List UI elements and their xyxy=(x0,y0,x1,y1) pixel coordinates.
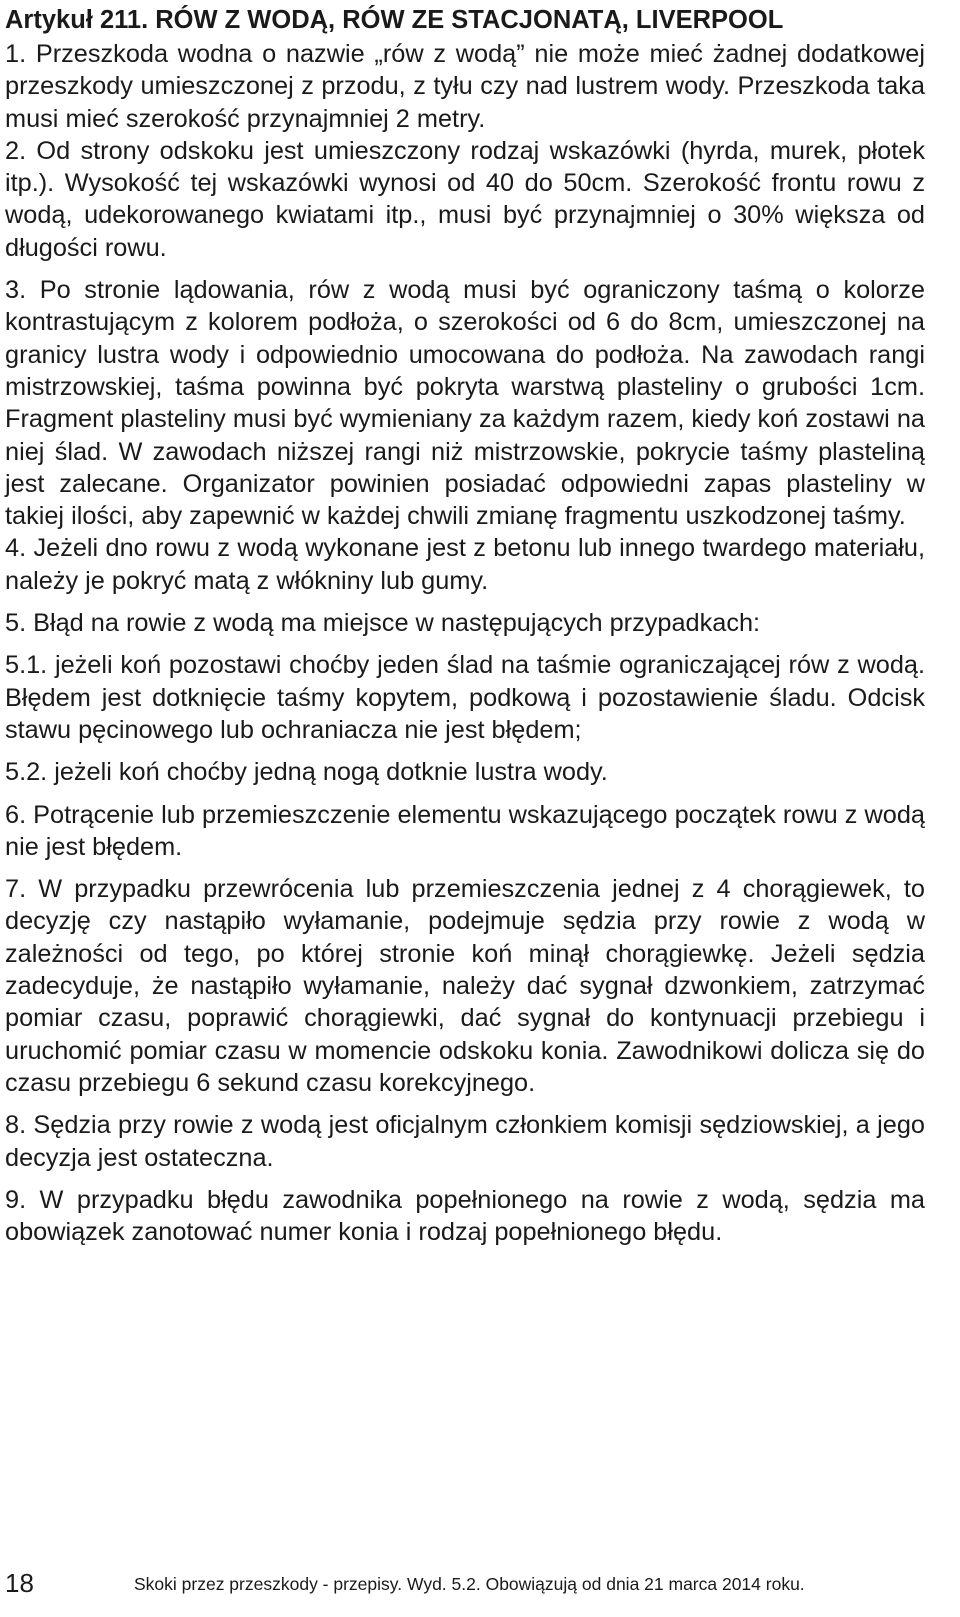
paragraph-2: 2. Od strony odskoku jest umieszczony rodzaj wskazówki (hyrda, murek, płotek itp.). Wysokość tej wskazówki wynosi od 40 do 50cm. Szerokość frontu rowu z wodą, udekorowanego kwiatami itp., musi być przynajmniej o 30% większa od długości rowu. xyxy=(5,136,925,262)
paragraph-7: 7. W przypadku przewrócenia lub przemieszczenia jednej z 4 chorągiewek, to decyzję czy nastąpiło wyłamanie, podejmuje sędzia przy rowie z wodą w zależności od tego, po której stronie koń minął chorągiewkę. Jeżeli sędzia zadecyduje, że nastąpiło wyłamanie, należy dać sygnał dzwonkiem, zatrzymać pomiar czasu, poprawić chorągiewki, dać sygnał do kontynuacji przebiegu i uruchomić pomiar czasu w momencie odskoku konia. Zawodnikowi dolicza się do czasu przebiegu 6 sekund czasu korekcyjnego. xyxy=(5,875,925,1097)
paragraph-3: 3. Po stronie lądowania, rów z wodą musi być ograniczony taśmą o kolorze kontrastującym z kolorem podłoża, o szerokości od 6 do 8cm, umieszczonej na granicy lustra wody i odpowiednio umocowana do podłoża. Na zawodach rangi mistrzowskiej, taśma powinna być pokryta warstwą plasteliny o grubości 1cm. Fragment plasteliny musi być wymieniany za każdym razem, kiedy koń zostawi na niej ślad. W zawodach niższej rangi niż mistrzowskie, pokrycie taśmy plasteliną jest zalecane. Organizator powinien posiadać odpowiedni zapas plasteliny w takiej ilości, aby zapewnić w każdej chwili zmianę fragmentu uszkodzonej taśmy. xyxy=(5,276,925,531)
paragraph-6: 6. Potrącenie lub przemieszczenie elementu wskazującego początek rowu z wodą nie jest błędem. xyxy=(5,800,925,861)
page-number: 18 xyxy=(5,1568,34,1598)
paragraph-9: 9. W przypadku błędu zawodnika popełnionego na rowie z wodą, sędzia ma obowiązek zanotować numer konia i rodzaj popełnionego błędu. xyxy=(5,1185,925,1247)
paragraph-4: 4. Jeżeli dno rowu z wodą wykonane jest z betonu lub innego twardego materiału, należy je pokryć matą z włókniny lub gumy. xyxy=(5,534,925,595)
article-title: Artykuł 211. RÓW Z WODĄ, RÓW ZE STACJONATĄ, LIVERPOOL xyxy=(5,6,784,34)
paragraph-5-1: 5.1. jeżeli koń pozostawi choćby jeden ślad na taśmie ograniczającej rów z wodą. Błędem jest dotknięcie taśmy kopytem, podkową i pozostawienie śladu. Odcisk stawu pęcinowego lub ochraniacza nie jest błędem; xyxy=(5,651,925,744)
article-body xyxy=(5,38,925,1248)
paragraph-5-2: 5.2. jeżeli koń choćby jedną nogą dotknie lustra wody. xyxy=(5,758,608,787)
page-footer: Skoki przez przeszkody - przepisy. Wyd. 5.2. Obowiązują od dnia 21 marca 2014 roku. xyxy=(134,1574,805,1594)
paragraph-5: 5. Błąd na rowie z wodą ma miejsce w następujących przypadkach: xyxy=(5,609,761,638)
paragraph-8: 8. Sędzia przy rowie z wodą jest oficjalnym członkiem komisji sędziowskiej, a jego decyzja jest ostateczna. xyxy=(5,1111,925,1172)
paragraph-1: 1. Przeszkoda wodna o nazwie „rów z wodą” nie może mieć żadnej dodatkowej przeszkody umieszczonej z przodu, z tyłu czy nad lustrem wody. Przeszkoda taka musi mieć szerokość przynajmniej 2 metry. xyxy=(5,40,925,133)
